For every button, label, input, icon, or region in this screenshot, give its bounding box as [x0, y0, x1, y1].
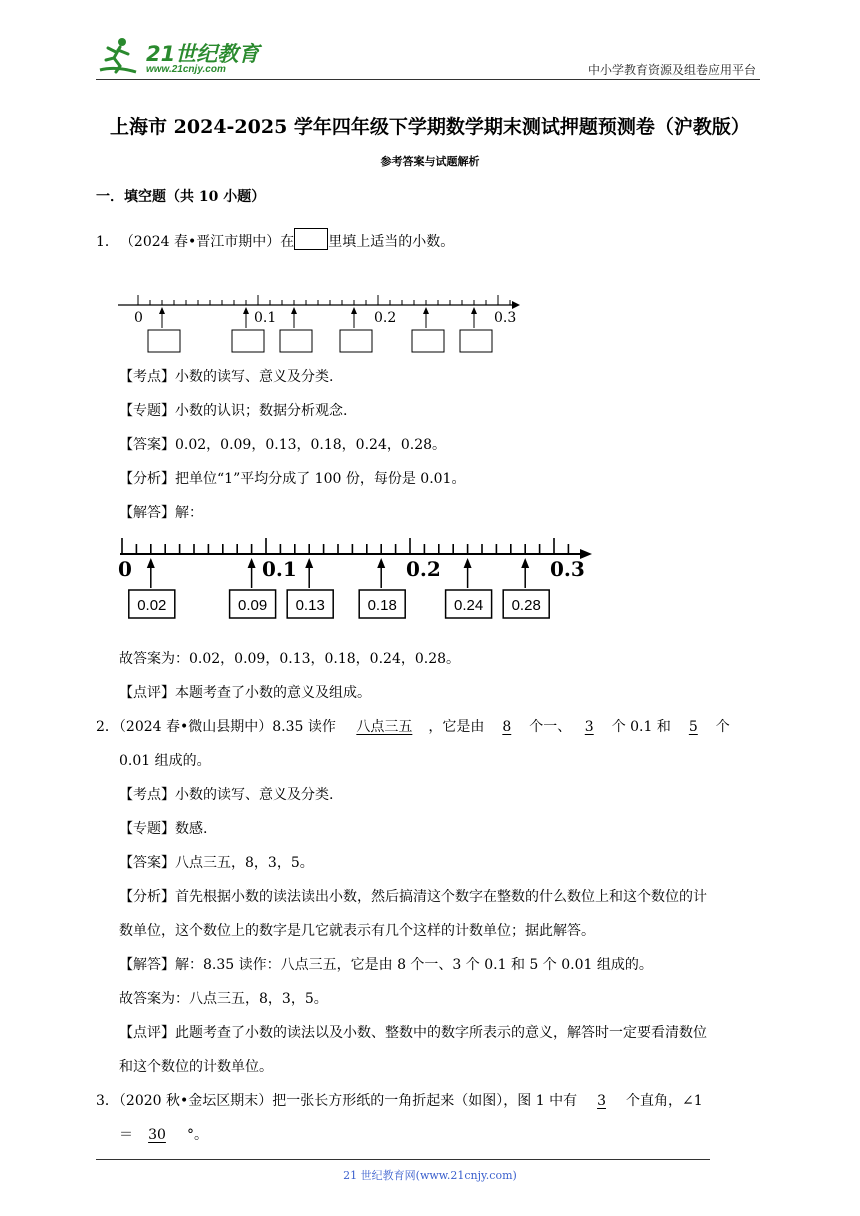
answer-box-value: 0.28: [511, 597, 541, 614]
q2-dianping-line1: 【点评】此题考查了小数的读法以及小数、整数中的数字所表示的意义，解答时一定要看清数位: [119, 1025, 707, 1041]
q2-stem-part1: （2024 春•微山县期中）8.35 读作: [118, 719, 336, 735]
q1-stem: [96, 228, 454, 251]
arrow-head: [423, 307, 429, 314]
q2-stem-part3: 个一、: [529, 719, 572, 735]
q2-stem-line2: 0.01 组成的。: [119, 753, 211, 769]
answer-blank-box: [340, 330, 372, 352]
q2-kaodian: 【考点】小数的读写、意义及分类.: [119, 787, 334, 803]
q1-zhuanti: 【专题】小数的认识；数据分析观念.: [119, 403, 348, 419]
footer-text: 21 世纪教育网(www.21cnjy.com): [343, 1169, 517, 1182]
numberline-label: 0.2: [374, 310, 397, 326]
q1-number: 1．: [96, 234, 119, 250]
header-divider: [96, 79, 760, 80]
q3-stem-part1: （2020 秋•金坛区期末）把一张长方形纸的一角折起来（如图），图 1 中有: [118, 1093, 578, 1109]
q1-jieda: 【解答】解：: [119, 505, 203, 521]
q3-stem-line2: [119, 1124, 208, 1144]
numberline-label: 0.3: [550, 557, 585, 581]
site-logo: [96, 36, 266, 80]
q1-number-line: [110, 290, 530, 360]
answer-box-value: 0.13: [295, 597, 325, 614]
arrow-head: [464, 558, 472, 568]
numberline-label: 0.3: [494, 310, 517, 326]
answer-box-value: 0.02: [137, 597, 167, 614]
q3-number: 3．: [96, 1093, 119, 1109]
q3-line2-suffix: °。: [187, 1127, 208, 1143]
q1-fenxi: 【分析】把单位“1”平均分成了 100 份，每份是 0.01。: [119, 471, 466, 487]
arrow-head: [377, 558, 385, 568]
q1-conclusion: 故答案为：0.02，0.09，0.13，0.18，0.24，0.28。: [119, 651, 461, 667]
arrow-head: [305, 558, 313, 568]
answer-blank-box: [280, 330, 312, 352]
q3-blank-2: 30: [148, 1127, 166, 1143]
runner-logo-icon: [96, 36, 144, 76]
answer-box-value: 0.18: [367, 597, 397, 614]
q2-answer: 【答案】八点三五，8，3，5。: [119, 855, 314, 871]
section-heading: 一．填空题（共 10 小题）: [96, 189, 266, 205]
numberline-label: 0: [134, 310, 143, 326]
q1-answer-number-line: [112, 530, 598, 630]
q1-stem-after: 里填上适当的小数。: [328, 234, 455, 250]
footer-divider: [96, 1159, 710, 1160]
q1-kaodian: 【考点】小数的读写、意义及分类.: [119, 369, 334, 385]
q2-blank-4: 5: [688, 719, 698, 735]
logo-url: www.21cnjy.com: [146, 64, 226, 75]
q2-blank-3: 3: [584, 719, 594, 735]
q2-stem-part5: 个: [715, 719, 730, 735]
numberline-label: 0.1: [254, 310, 277, 326]
q2-stem: [96, 716, 730, 736]
q3-stem: [96, 1090, 703, 1110]
q2-stem-part4: 个 0.1 和: [611, 719, 671, 735]
answer-blank-box: [232, 330, 264, 352]
q2-stem-part2: ，它是由: [428, 719, 485, 735]
page-title: 上海市 2024-2025 学年四年级下学期数学期末测试押题预测卷（沪教版）: [110, 116, 750, 138]
header-platform-text: 中小学教育资源及组卷应用平台: [587, 63, 756, 77]
numberline-label: 0.2: [406, 557, 441, 581]
q2-number: 2．: [96, 719, 119, 735]
arrow-head: [159, 307, 165, 314]
page-subtitle: 参考答案与试题解析: [380, 155, 480, 168]
q1-answer: 【答案】0.02，0.09，0.13，0.18，0.24，0.28。: [119, 437, 447, 453]
q1-stem-before: （2024 春•晋江市期中）在: [126, 234, 295, 250]
q2-zhuanti: 【专题】数感.: [119, 821, 208, 837]
q2-fenxi-line1: 【分析】首先根据小数的读法读出小数，然后搞清这个数字在整数的什么数位上和这个数位的计: [119, 889, 707, 905]
numberline-label: 0: [118, 557, 132, 581]
q2-blank-2: 8: [502, 719, 512, 735]
q2-dianping-line2: 和这个数位的计数单位。: [119, 1059, 273, 1075]
q2-jieda: 【解答】解：8.35 读作：八点三五，它是由 8 个一、3 个 0.1 和 5 个 0.01 组成的。: [119, 957, 653, 973]
arrow-head: [243, 307, 249, 314]
arrow-head: [351, 307, 357, 314]
logo-text: 21世纪教育: [146, 42, 260, 66]
q1-dianping: 【点评】本题考查了小数的意义及组成。: [119, 685, 371, 701]
answer-blank-box: [412, 330, 444, 352]
arrow-head: [147, 558, 155, 568]
arrow-head: [291, 307, 297, 314]
q3-line2-prefix: ＝: [119, 1127, 133, 1143]
q2-blank-1: 八点三五: [356, 719, 413, 735]
q2-conclusion: 故答案为：八点三五，8，3，5。: [119, 991, 328, 1007]
arrow-head: [471, 307, 477, 314]
arrow-head: [248, 558, 256, 568]
answer-blank-box: [460, 330, 492, 352]
numberline-label: 0.1: [262, 557, 297, 581]
answer-box-value: 0.09: [237, 597, 268, 614]
q2-fenxi-line2: 数单位，这个数位上的数字是几它就表示有几个这样的计数单位；据此解答。: [119, 923, 595, 939]
arrow-head: [521, 558, 529, 568]
answer-box-value: 0.24: [453, 597, 484, 614]
q3-blank-1: 3: [597, 1093, 606, 1109]
q3-stem-part2: 个直角，∠1: [625, 1093, 703, 1109]
q1-inline-box: [294, 228, 328, 250]
answer-blank-box: [148, 330, 180, 352]
